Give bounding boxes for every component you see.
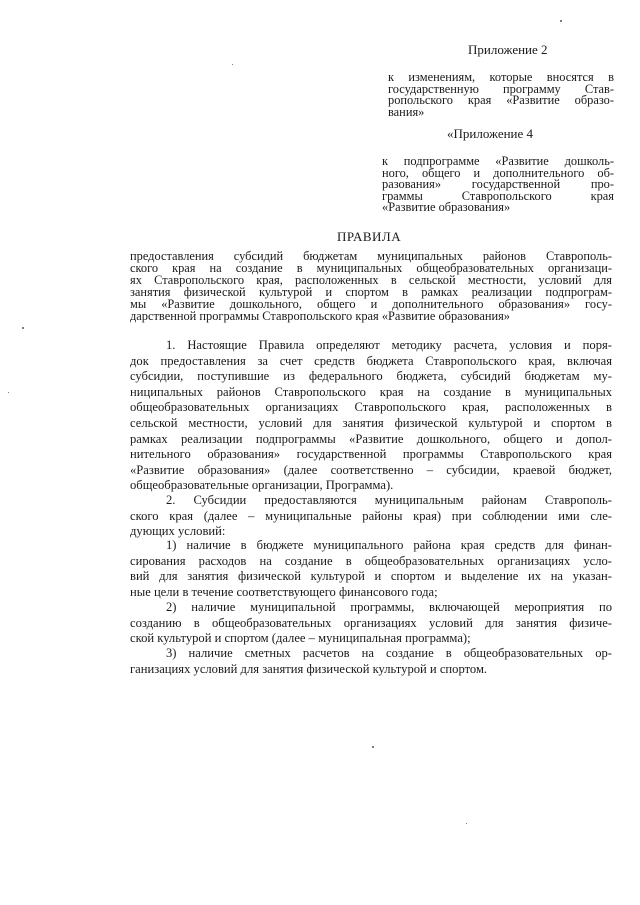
paragraph-line: 2. Субсидии предоставляются муниципальным районам Ставрополь- xyxy=(166,493,612,507)
subtitle-line: предоставления субсидий бюджетам муниципальных районов Ставрополь- xyxy=(130,249,612,263)
paragraph-line: «Развитие образования» (далее соответственно – субсидии, краевой бюджет, xyxy=(130,462,612,477)
appendix-4-line: к подпрограмме «Развитие дошколь- xyxy=(382,154,614,168)
document-subtitle xyxy=(130,251,612,322)
appendix-4-label: «Приложение 4 xyxy=(447,126,534,141)
document-title: ПРАВИЛА xyxy=(337,229,402,244)
appendix-4-line: граммы Ставропольского края xyxy=(382,188,614,203)
appendix-2-line: к изменениям, которые вносятся в xyxy=(388,70,614,84)
paragraph-line: общеобразовательные организации, Программа). xyxy=(130,478,394,493)
appendix-2-line: вания» xyxy=(388,104,425,119)
appendix-4-line: разования» государственной про- xyxy=(382,177,614,192)
scan-speck xyxy=(372,746,374,748)
scan-speck xyxy=(232,64,233,65)
condition-line: 3) наличие сметных расчетов на создание в общеобразовательных ор- xyxy=(166,646,612,660)
scan-speck xyxy=(8,392,9,393)
appendix-2-line: государственную программу Став- xyxy=(388,81,614,96)
subtitle-line: занятия физической культурой и спортом в рамках реализации подпрограм- xyxy=(130,284,612,299)
scan-speck xyxy=(466,823,467,824)
condition-line: ганизациях условий для занятия физической культурой и спортом. xyxy=(130,661,488,676)
scan-speck xyxy=(22,327,24,329)
condition-line: ные цели в течение соответствующего финансового года; xyxy=(130,584,438,599)
appendix-2-label: Приложение 2 xyxy=(468,42,548,57)
condition-1 xyxy=(130,538,612,600)
condition-2 xyxy=(130,600,612,647)
condition-line: сирования расходов на создание в общеобразовательных организациях усло- xyxy=(130,553,612,568)
appendix-4-line: «Развитие образования» xyxy=(382,200,511,215)
paragraph-line: ниципальных районов Ставропольского края на создание в муниципальных xyxy=(130,384,612,399)
paragraph-line: 1. Настоящие Правила определяют методику расчета, условия и поря- xyxy=(166,338,612,352)
appendix-2-line: ропольского края «Развитие образо- xyxy=(388,93,614,108)
condition-line: 1) наличие в бюджете муниципального района края средств для финан- xyxy=(166,538,612,552)
paragraph-2 xyxy=(130,493,612,540)
subtitle-line: дарственной программы Ставропольского края «Развитие образования» xyxy=(130,308,511,323)
condition-line: 2) наличие муниципальной программы, включающей мероприятия по xyxy=(166,600,612,614)
scan-speck xyxy=(560,20,562,22)
condition-line: созданию в общеобразовательных организациях условий для занятия физиче- xyxy=(130,615,612,630)
paragraph-line: нительного образования» государственной программы Ставропольского края xyxy=(130,447,612,462)
condition-line: вий для занятия физической культурой и спортом и выделение их на указан- xyxy=(130,569,612,584)
paragraph-1 xyxy=(130,338,612,494)
paragraph-line: сельской местности, условий для занятия физической культурой и спортом в xyxy=(130,415,612,430)
appendix-4-line: ного, общего и дополнительного об- xyxy=(382,165,614,180)
subtitle-line: ского края на создание в муниципальных общеобразовательных организаци- xyxy=(130,260,612,275)
paragraph-line: дующих условий: xyxy=(130,524,226,539)
paragraph-line: док предоставления за счет средств бюджета Ставропольского края, включая xyxy=(130,353,612,368)
paragraph-line: субсидии, поступившие из федерального бюджета, субсидий бюджетам му- xyxy=(130,369,612,384)
paragraph-line: общеобразовательных организациях Ставропольского края, расположенных в xyxy=(130,400,612,415)
condition-line: ской культурой и спортом (далее – муниципальная программа); xyxy=(130,631,471,646)
paragraph-line: рамках реализации подпрограммы «Развитие дошкольного, общего и допол- xyxy=(130,431,612,446)
subtitle-line: ях Ставропольского края, расположенных в сельской местности, условий для xyxy=(130,272,612,287)
appendix-2-block xyxy=(388,72,614,118)
condition-3 xyxy=(130,646,612,677)
subtitle-line: мы «Развитие дошкольного, общего и дополнительного образования» госу- xyxy=(130,296,612,311)
appendix-4-block xyxy=(382,156,614,214)
paragraph-line: ского края (далее – муниципальные районы края) при соблюдении ими сле- xyxy=(130,508,612,523)
